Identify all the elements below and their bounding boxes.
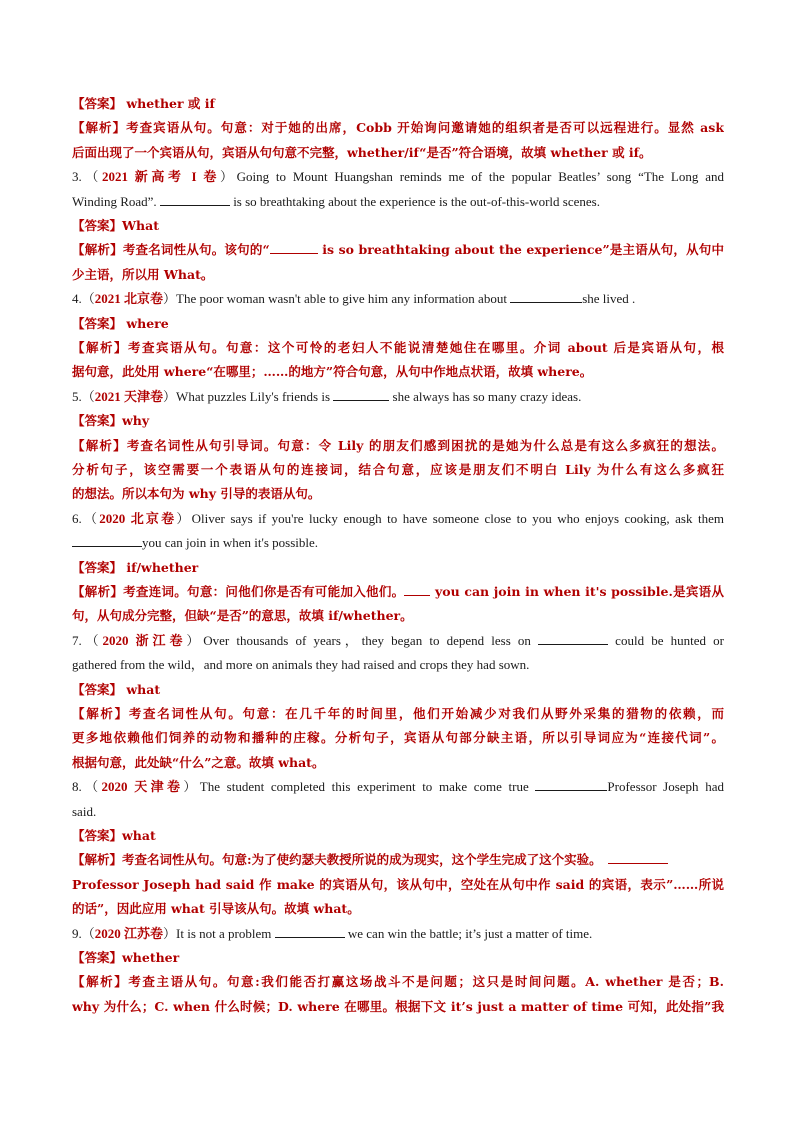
question-text: What puzzles Lily's friends is	[176, 388, 334, 404]
answer-tag: 【答案】	[72, 828, 123, 843]
answer-blank	[608, 851, 668, 864]
explanation-text: 考查主语从句。句意:我们能否打赢这场战斗不是问题；这只是时间问题。A. whether 是否；B.	[128, 974, 724, 990]
question-number: 9.（	[72, 925, 95, 941]
answer-blank	[333, 388, 389, 401]
question-text: you can join in when it's possible.	[142, 535, 319, 551]
question-4	[72, 287, 724, 311]
question-text: Going to Mount Huangshan reminds me of the popular Beatles’ song “The Long and	[236, 169, 724, 185]
question-source-close: ）	[183, 779, 200, 795]
question-source: 2020 天津卷	[101, 779, 184, 795]
question-source: 2020 江苏卷	[94, 925, 164, 941]
question-source: 2021 北京卷	[94, 291, 164, 307]
answer-text: where	[122, 315, 169, 331]
explanation-line	[72, 848, 724, 872]
question-8	[72, 775, 724, 799]
question-source: 2021 新高考 I 卷	[101, 169, 220, 185]
explanation-text: is so breathtaking about the experience”是主语从句，从句中	[322, 242, 724, 258]
question-8-cont	[72, 800, 724, 824]
answer-blank	[538, 632, 608, 645]
question-number: 3.（	[72, 169, 102, 185]
question-text: gathered from the wild，and more on animals they had raised and crops they had sown.	[72, 657, 530, 673]
question-text: she always has so many crazy ideas.	[389, 388, 582, 404]
explanation-text: Professor Joseph had said 作 make 的宾语从句，该从句中，空处在从句中作 said 的宾语，表示”……所说	[72, 876, 724, 892]
explanation-tag: 【解析】	[72, 120, 127, 136]
question-text: Winding Road”.	[72, 193, 160, 209]
answer-line-5	[72, 409, 724, 433]
question-text: she lived .	[582, 291, 636, 307]
answer-line-7	[72, 678, 724, 702]
question-3-cont	[72, 190, 724, 214]
explanation-tag: 【解析】	[72, 584, 124, 600]
question-3	[72, 165, 724, 189]
explanation-tag: 【解析】	[72, 340, 128, 356]
explanation-line	[72, 751, 724, 775]
explanation-line	[72, 604, 724, 628]
explanation-text: 考查宾语从句。句意：对于她的出席，Cobb 开始询问邀请她的组织者是否可以远程进行。显然 ask	[126, 120, 724, 136]
question-number: 7.（	[72, 632, 103, 648]
explanation-line	[72, 580, 724, 604]
answer-text: what	[122, 681, 161, 697]
question-7	[72, 629, 724, 653]
explanation-line	[72, 434, 724, 458]
explanation-text: 考查连词。句意：问他们你是否有可能加入他们。	[123, 584, 405, 600]
answer-blank	[72, 534, 142, 547]
explanation-text: 句，从句成分完整，但缺“是否”的意思，故填 if/whether。	[72, 608, 413, 624]
explanation-tag: 【解析】	[72, 242, 123, 258]
explanation-text: 根据句意，此处缺“什么”之意。故填 what。	[72, 754, 325, 770]
explanation-text: you can join in when it's possible.是宾语从	[430, 584, 724, 600]
explanation-line	[72, 897, 724, 921]
explanation-tag: 【解析】	[72, 974, 129, 990]
answer-tag: 【答案】	[72, 681, 123, 697]
question-number: 5.（	[72, 388, 95, 404]
answer-text: What	[122, 218, 160, 233]
question-number: 8.（	[72, 779, 102, 795]
answer-tag: 【答案】	[72, 950, 123, 966]
explanation-line	[72, 995, 724, 1019]
question-5	[72, 385, 724, 409]
explanation-line	[72, 726, 724, 750]
explanation-line	[72, 482, 724, 506]
explanation-text: 考查宾语从句。句意：这个可怜的老妇人不能说清楚她住在哪里。介词 about 后是宾语从句，根	[127, 340, 724, 356]
question-source-close: ）	[163, 388, 177, 404]
answer-blank	[275, 925, 345, 938]
question-text: Over thousands of years，they began to depend less on	[203, 632, 539, 648]
answer-line-6	[72, 556, 724, 580]
answer-text: why	[122, 413, 150, 429]
explanation-text: 考查名词性从句。句意:为了使约瑟夫教授所说的成为现实，这个学生完成了这个实验。	[122, 852, 602, 868]
question-text: could be hunted or	[608, 632, 724, 648]
explanation-line	[72, 702, 724, 726]
answer-tag: 【答案】	[72, 218, 123, 233]
explanation-line	[72, 970, 724, 994]
explanation-text: 考查名词性从句。句意：在几千年的时间里，他们开始减少对我们从野外采集的猎物的依赖，而	[128, 706, 724, 722]
answer-text: if/whether	[122, 559, 199, 575]
explanation-tag: 【解析】	[72, 706, 129, 722]
explanation-line	[72, 336, 724, 360]
explanation-tag: 【解析】	[72, 852, 123, 868]
question-text: we can win the battle; it’s just a matter of time.	[344, 925, 593, 941]
answer-line-8	[72, 824, 724, 848]
answer-blank	[510, 290, 582, 303]
answer-text: whether 或 if	[122, 96, 215, 111]
question-number: 4.（	[72, 291, 95, 307]
question-text: is so breathtaking about the experience is the out-of-this-world scenes.	[229, 193, 600, 209]
question-text: It is not a problem	[176, 925, 275, 941]
question-source: 2020 北京卷	[99, 510, 177, 526]
explanation-text: 更多地依赖他们饲养的动物和播种的庄稼。分析句子，宾语从句部分缺主语，所以引导词应为“连接代词”。	[72, 730, 724, 746]
explanation-text: why 为什么；C. when 什么时候；D. where 在哪里。根据下文 it’s just a matter of time 可知，此处指”我	[72, 998, 724, 1014]
answer-blank	[160, 193, 230, 206]
answer-blank	[270, 241, 318, 254]
explanation-tag: 【解析】	[72, 437, 127, 453]
question-text: The poor woman wasn't able to give him any information about	[176, 291, 511, 307]
answer-text: whether	[122, 950, 180, 966]
explanation-line	[72, 263, 724, 287]
explanation-line	[72, 238, 724, 262]
answer-text: what	[122, 828, 156, 843]
question-7-cont	[72, 653, 724, 677]
explanation-text: 分析句子，该空需要一个表语从句的连接词，结合句意，应该是朋友们不明白 Lily 为什么有这么多疯狂	[72, 462, 724, 478]
question-source-close: ）	[186, 632, 204, 648]
question-number: 6.（	[72, 510, 100, 526]
explanation-text: 的想法。所以本句为 why 引导的表语从句。	[72, 486, 321, 502]
explanation-line	[72, 873, 724, 897]
answer-blank	[535, 778, 607, 791]
explanation-line	[72, 360, 724, 384]
document-page	[72, 92, 724, 1019]
question-source: 2020 浙江卷	[102, 632, 187, 648]
explanation-text: 少主语，所以用 What。	[72, 266, 214, 282]
answer-tag: 【答案】	[72, 96, 123, 111]
question-text: said.	[72, 803, 97, 819]
answer-tag: 【答案】	[72, 413, 123, 429]
answer-blank	[404, 583, 430, 596]
question-text: Professor Joseph had	[607, 779, 724, 795]
explanation-line	[72, 458, 724, 482]
explanation-text: 据句意，此处用 where“在哪里；……的地方”符合句意，从句中作地点状语，故填 where。	[72, 364, 593, 380]
question-text: Oliver says if you're lucky enough to have someone close to you who enjoys cooking, ask them	[191, 510, 724, 526]
explanation-line	[72, 141, 724, 165]
explanation-text: 考查名词性从句。该句的“	[122, 242, 270, 258]
answer-line-2	[72, 92, 724, 116]
question-9	[72, 922, 724, 946]
answer-tag: 【答案】	[72, 315, 123, 331]
question-source: 2021 天津卷	[94, 388, 164, 404]
question-text: The student completed this experiment to make come true	[199, 779, 536, 795]
question-source-close: ）	[176, 510, 192, 526]
answer-line-4	[72, 312, 724, 336]
question-6-cont	[72, 531, 724, 555]
explanation-text: 的话”，因此应用 what 引导该从句。故填 what。	[72, 901, 360, 917]
explanation-text: 后面出现了一个宾语从句，宾语从句句意不完整，whether/if“是否”符合语境，故填 whether 或 if。	[72, 144, 652, 160]
answer-tag: 【答案】	[72, 559, 123, 575]
explanation-text: 考查名词性从句引导词。句意：令 Lily 的朋友们感到困扰的是她为什么总是有这么多疯狂的想法。	[126, 437, 724, 453]
answer-line-3	[72, 214, 724, 238]
answer-line-9	[72, 946, 724, 970]
question-source-close: ）	[163, 291, 177, 307]
question-6	[72, 507, 724, 531]
question-source-close: ）	[163, 925, 177, 941]
explanation-line	[72, 116, 724, 140]
question-source-close: ）	[219, 169, 237, 185]
